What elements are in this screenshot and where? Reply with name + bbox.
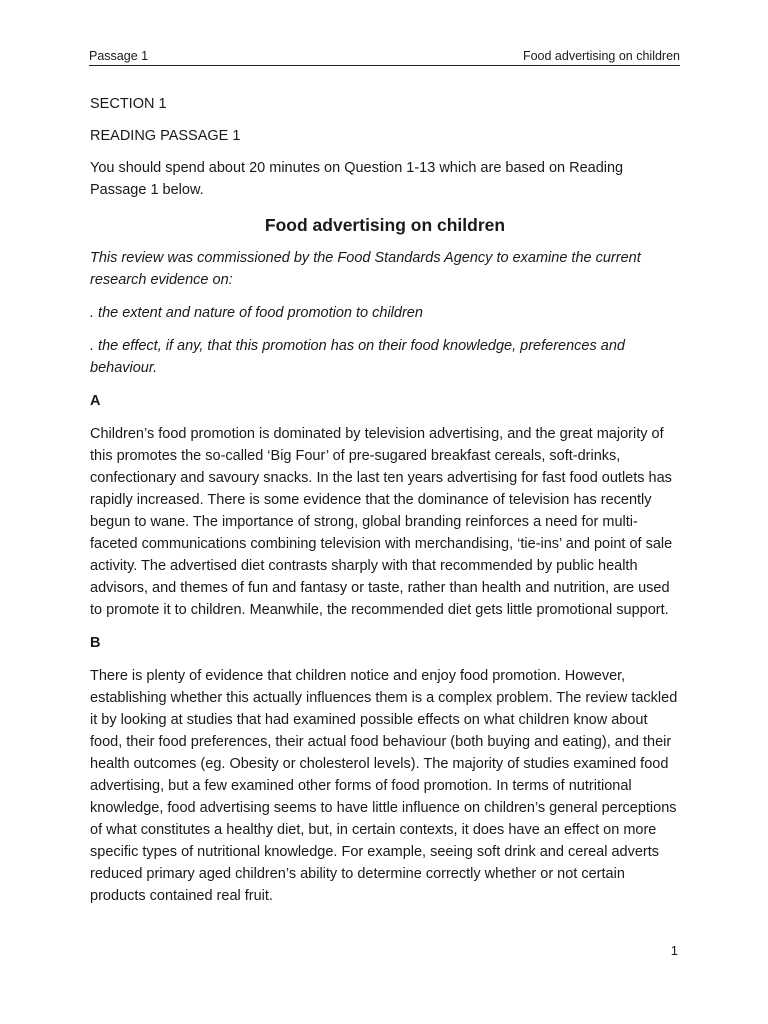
bullet-item: . the extent and nature of food promotion to children	[90, 305, 423, 321]
reading-passage-heading: READING PASSAGE 1	[90, 128, 241, 144]
intro-text: This review was commissioned by the Food Standards Agency to examine the current research evidence on:	[90, 250, 641, 288]
passage-title: Food advertising on children	[264, 215, 506, 235]
section-label-a: A	[90, 393, 101, 409]
header-passage-label: Passage 1	[89, 49, 149, 63]
page-header	[89, 47, 680, 66]
section-label-b: B	[90, 635, 101, 651]
passage-content	[90, 93, 680, 918]
page-number: 1	[670, 943, 678, 958]
section-b-paragraph: There is plenty of evidence that children notice and enjoy food promotion. However, establishing whether this actually influences them is a complex problem. The review tackled it by looking at studies that had examined possible effects on what children know about food, their food preferences, their actual food behaviour (both buying and eating), and their health outcomes (eg. Obesity or cholesterol levels). The majority of studies examined food advertising, but a few examined other forms of food promotion. In terms of nutritional knowledge, food advertising seems to have little influence on children’s general perceptions of what constitutes a healthy diet, but, in certain contexts, it does have an effect on more specific types of nutritional knowledge. For example, seeing soft drink and cereal adverts reduced primary aged children’s ability to determine correctly whether or not certain products contained real fruit.	[90, 668, 678, 904]
header-title: Food advertising on children	[522, 49, 680, 63]
instruction-text: You should spend about 20 minutes on Question 1-13 which are based on Reading Passage 1 below.	[90, 160, 624, 198]
section-a-paragraph: Children’s food promotion is dominated by television advertising, and the great majority of this promotes the so-called ‘Big Four’ of pre-sugared breakfast cereals, soft-drinks, confectionary and savoury snacks. In the last ten years advertising for fast food outlets has rapidly increased. There is some evidence that the dominance of television has recently begun to wane. The importance of strong, global branding reinforces a need for multi-faceted communications combining television with merchandising, ‘tie-ins’ and point of sale activity. The advertised diet contrasts sharply with that recommended by public health advisors, and themes of fun and fantasy or taste, rather than health and nutrition, are used to promote it to children. Meanwhile, the recommended diet gets little promotional support.	[90, 426, 673, 618]
section-heading: SECTION 1	[90, 96, 167, 112]
bullet-item: . the effect, if any, that this promotion has on their food knowledge, preferences and behaviour.	[90, 338, 625, 376]
